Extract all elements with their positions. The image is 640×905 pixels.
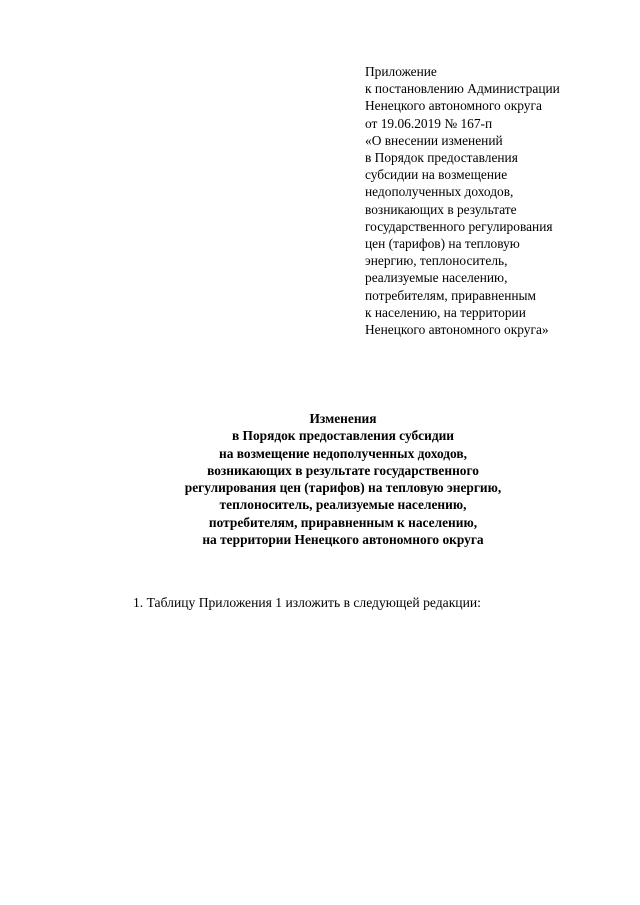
appendix-header [365,63,625,338]
title-line: на возмещение недополученных доходов, [219,445,467,461]
appendix-line: в Порядок предоставления [365,150,518,166]
title-line: в Порядок предоставления субсидии [231,428,455,444]
appendix-line: от 19.06.2019 № 167-п [365,115,493,131]
title-line: регулирования цен (тарифов) на тепловую энергию, [184,480,502,496]
appendix-line: «О внесении изменений [365,132,503,148]
appendix-line: Ненецкого автономного округа» [365,322,549,338]
appendix-line: к постановлению Администрации [365,81,560,97]
appendix-line: Приложение [365,64,437,79]
appendix-line: Ненецкого автономного округа [365,98,542,114]
title-line: теплоноситель, реализуемые населению, [219,497,467,513]
appendix-line: цен (тарифов) на тепловую [365,236,520,252]
appendix-line: к населению, на территории [365,304,526,320]
document-title [100,410,586,548]
title-line: Изменения [309,411,377,426]
title-line: потребителям, приравненным к населению, [208,514,478,530]
appendix-line: возникающих в результате [365,201,517,217]
title-line: возникающих в результате государственного [207,462,479,478]
appendix-line: недополученных доходов, [365,184,514,200]
appendix-line: энергию, теплоноситель, [365,253,508,269]
body-paragraph: 1. Таблицу Приложения 1 изложить в следующей редакции: [133,594,481,610]
appendix-line: субсидии на возмещение [365,167,508,183]
appendix-line: реализуемые населению, [365,270,508,286]
title-line: на территории Ненецкого автономного округа [202,532,484,548]
appendix-line: государственного регулирования [365,218,553,234]
appendix-line: потребителям, приравненным [365,287,537,303]
